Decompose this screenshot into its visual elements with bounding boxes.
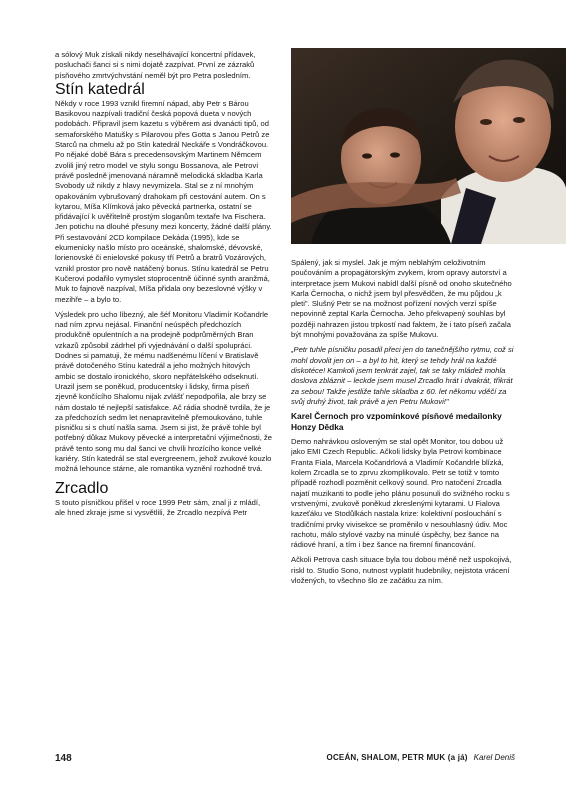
running-footer xyxy=(327,753,515,762)
quote-attribution-heading: Karel Černoch pro vzpomínkové písňové medailonky Honzy Dědka xyxy=(291,411,502,432)
left-column xyxy=(55,50,272,740)
page-number: 148 xyxy=(55,753,72,764)
body-paragraph: Někdy v roce 1993 vznikl firemní nápad, aby Petr s Bárou Basikovou nazpívali tradiční česká popová dueta v nových podobách. Připravil jsem kazetu s výběrem asi dvanácti tipů, od semaforského Matušky s Pilarovou přes Gotta s Janou Petrů ze Starců na chmelu až po Stín katedrál Neckáře s Vondráčkovou. Po nějaké době Bára s precedensovským Martinem Němcem zvolili jiný retro model ve stylu songu Bossanova, ale Petrovi právě posledně jmenovaná náramně melodická skladba Karla Svobody už nikdy z hlavy nevymizela. Stal se z ní mnohým opakováním vybrušovaný drahokam při cestování autem. On s kytarou, Míša Klímková jako pěvecká partnerka, ostatní se přidávající k uvěřitelně prostým sloganům textaře Iva Fischera. Jen potichu na dlouhé přesuny mezi koncerty, žádné další plány. Při sestavování 2CD kompilace Dekáda (1995), kde se ekumenicky našlo místo pro oceánské, shalomské, dévovské, lorienovské či enielovské pokusy tří Petrů a bratrů Vozárových, vznikl prostor pro nově natáčený bonus. Stínu katedrál se Petru Kučerovi podařilo vymyslet stoprocentně účinné synth aranžmá, Muk to fajnově nazpíval, Míša přidala ony bezeslovné výšky v mezihře – a bylo to. xyxy=(55,98,272,304)
right-column xyxy=(291,258,515,748)
body-paragraph: Spálený, jak si myslel. Jak je mým neblahým celoživotním poučováním a propagátorským zvykem, krom opravy autorství a interpretace jsem Mukovi nabídl další písně od onoho skutečného Karla Černocha, o nichž jsem byl přesvědčen, že mu půjdou „k pleti". Slušný Petr se na možnost pořízení nových verzí spíše nepovinně zeptal Karla Černocha. Jeho překvapený souhlas byl později nahrazen jistou trpkostí nad faktem, že i tato píseň začala být mnohými považována za spíše Mukovu. xyxy=(291,258,512,340)
intro-paragraph: a sólový Muk získali nikdy neselhávající koncertní přídavek, posluchači šanci si s nimi dojatě zazpívat. První ze zázraků písňového zmrtvýchvstání neměl být pro Petra posledním. xyxy=(55,50,256,80)
body-paragraph: Ačkoli Petrova cash situace byla tou dobou méně než uspokojivá, riskl to. Studio Sono, nutnost vyplatit hudebníky, nejistota vrácení vložených, to všechno šlo ze začátku za ním. xyxy=(291,555,512,586)
section-heading-stin-katedral: Stín katedrál xyxy=(55,80,145,98)
section-heading-zrcadlo: Zrcadlo xyxy=(55,479,109,497)
author-name: Karel Deniš xyxy=(473,753,515,762)
page-footer xyxy=(55,753,515,767)
body-paragraph: S touto písničkou přišel v roce 1999 Petr sám, znal ji z mládí, ale hned zkraje jsme si vysvětlili, že Zrcadlo nezpívá Petr xyxy=(55,497,261,517)
photo-two-men xyxy=(291,48,566,244)
running-title: OCEÁN, SHALOM, PETR MUK (a já) xyxy=(326,753,468,762)
body-paragraph: Demo nahrávkou osloveným se stal opět Monitor, tou dobou už jako EMI Czech Republic. Ačkoli lidsky byla Petrovi kombinace Franta Fiala, Marcela Kočandrlová a Vladimír Kočandrle blízká, kolem Zrcadla se to zprvu zkomplikovalo. Petr se totiž v tomto případě rozhodl pozměnit celkový sound. Pro natočení Zrcadla najatí muzikanti to podle jeho plánu posunuli do svižného rocku s vrstvenými, zvukově poněkud zkreslenými kytarami. U Fialova kazeťáku ve Stodůlkách nastala krize: kolektivní poslouchání s tradičními prvky vivisekce se proměnilo v nesouhlasný údiv. Moc rachotu, málo stylové vazby na minulé úspěchy, bez šance na rádiové hraní, a tím i bez šance na firemní financování. xyxy=(291,437,510,550)
photo-illustration xyxy=(291,48,566,244)
quote-block: „Petr tuhle písničku posadil přeci jen do tanečnějšího rytmu, což si mohl dovolit jen on – a byl to hit, který se tehdy hrál na každé diskotéce! Kamkoli jsem tenkrát zajel, tak se taky mládež mohla doslova zbláznit – leckde jsem musel Zrcadlo hrát i dvakrát, třikrát za sebou! Takže jestliže tahle skladba z 60. let někomu vděčí za svůj druhý život, tak právě a jen Petru Mukovi!" xyxy=(291,345,514,406)
body-paragraph: Výsledek pro ucho líbezný, ale šéf Monitoru Vladimír Kočandrle nad ním zprvu nejásal. Finanční neúspěch předchozích produkčně opulentních a na prodejně podprůměrných Bran vzkazů způsobil zádrhel při vyjednávání o další spolupráci. Dodnes si pamatuji, že mému nadšenému líčení v Bratislavě právě dotočeného Stínu katedrál a jeho možných hitových ambic se dostalo ironického, skoro nepřátelského odseknutí. Urazil jsem se poněkud, producentsky i lidsky, firma píseň zjevně končícího Shalomu nijak zvlášť nepodpořila, ale brzy se nám dostalo té nejlepší satisfakce. Ač rádia shodně tvrdila, že je za předchozích sedm let nenapravitelně přemoukováno, tuhle písničku si s chutí našla sama. Jsem si jist, že právě tohle byl potřebný důkaz Mukovy pěvecké a interpretační výjimečnosti, že právě tento song mu dal šanci ve chvíli hrozícího konce velké kariéry. Stín katedrál se stal evergreenem, jehož zvukové kouzlo možná lehounce stárne, ale romantika vyznění rozhodně trvá. xyxy=(55,309,272,474)
